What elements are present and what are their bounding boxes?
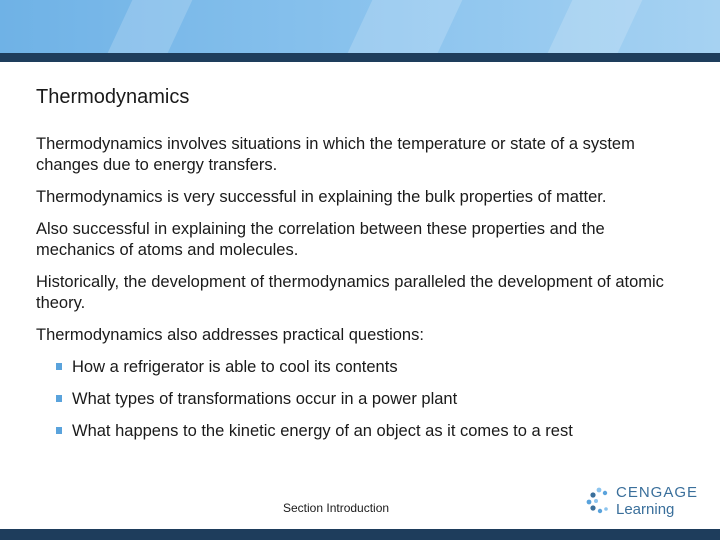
paragraph: Also successful in explaining the correlation between these properties and the mechanics of atoms and molecules.: [36, 220, 605, 259]
banner-decoration: [548, 0, 643, 53]
logo-wordmark-sub: Learning: [616, 501, 675, 518]
bullet-text: What types of transformations occur in a power plant: [72, 390, 458, 408]
slide-title: Thermodynamics: [36, 86, 190, 108]
cengage-logo: [585, 484, 699, 520]
logo-wordmark: CENGAGE: [616, 484, 699, 501]
slide-body: [36, 134, 686, 453]
header-banner: [0, 0, 720, 53]
bullet-text: What happens to the kinetic energy of an object as it comes to a rest: [72, 422, 573, 440]
bullet-item: [56, 389, 686, 410]
footer-bar: [0, 529, 720, 540]
banner-decoration: [108, 0, 193, 53]
section-label: Section Introduction: [283, 501, 390, 515]
paragraph: Thermodynamics also addresses practical questions:: [36, 326, 424, 344]
dot-cluster-icon: [585, 486, 613, 516]
bullet-item: [56, 421, 686, 442]
paragraph: Thermodynamics is very successful in explaining the bulk properties of matter.: [36, 188, 607, 206]
banner-decoration: [348, 0, 463, 53]
paragraph: Thermodynamics involves situations in which the temperature or state of a system changes due to energy transfers.: [36, 135, 635, 174]
bullet-square-icon: [56, 363, 62, 370]
header-rule: [0, 53, 720, 62]
bullet-square-icon: [56, 395, 62, 402]
bullet-text: How a refrigerator is able to cool its contents: [72, 358, 398, 376]
bullet-square-icon: [56, 427, 62, 434]
bullet-list: [36, 357, 686, 442]
paragraph: Historically, the development of thermodynamics paralleled the development of atomic theory.: [36, 273, 664, 312]
bullet-item: [56, 357, 686, 378]
